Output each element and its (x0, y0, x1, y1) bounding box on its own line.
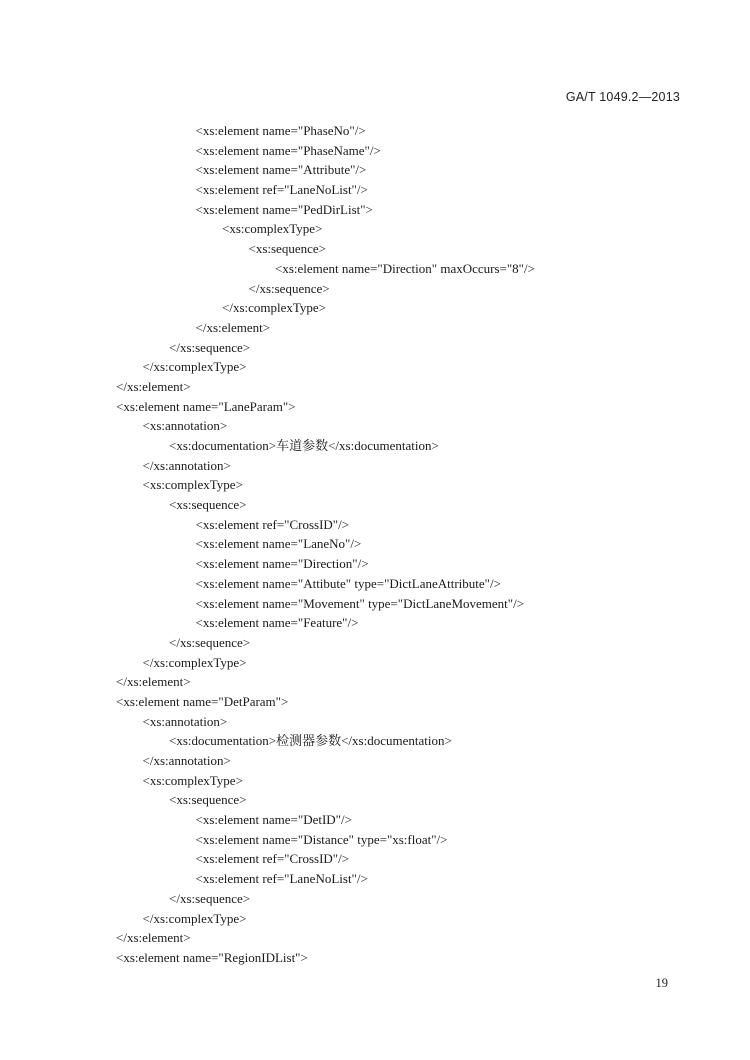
code-line: <xs:annotation> (142, 713, 228, 729)
code-line: <xs:complexType> (222, 221, 323, 237)
code-line: </xs:element> (116, 378, 191, 394)
code-line: <xs:element ref="LaneNoList"/> (195, 182, 368, 198)
code-line: <xs:element name="Attibute" type="DictLaneAttribute"/> (195, 575, 501, 591)
code-line: <xs:element name="DetID"/> (195, 812, 352, 828)
code-line: </xs:sequence> (248, 280, 330, 296)
xml-schema-code-block (116, 121, 535, 968)
code-line: <xs:complexType> (142, 477, 243, 493)
code-line: <xs:element name="Distance" type="xs:float"/> (195, 831, 448, 847)
code-line: </xs:element> (195, 319, 271, 335)
code-line: <xs:element ref="LaneNoList"/> (195, 871, 368, 887)
code-line: </xs:complexType> (142, 359, 247, 375)
code-line: <xs:element name="Attribute"/> (195, 162, 367, 178)
code-line: </xs:element> (116, 930, 191, 946)
code-line: </xs:complexType> (142, 910, 247, 926)
code-line: <xs:element ref="CrossID"/> (195, 516, 350, 532)
code-line: <xs:sequence> (248, 241, 326, 257)
code-line: <xs:element name="PhaseNo"/> (195, 123, 366, 138)
code-line: <xs:sequence> (169, 792, 247, 808)
code-line: </xs:sequence> (169, 890, 251, 906)
code-line: </xs:sequence> (169, 339, 251, 355)
code-line: </xs:annotation> (142, 753, 231, 768)
page-number: 19 (655, 976, 668, 990)
code-line: <xs:element name="LaneNo"/> (195, 536, 362, 552)
code-line: </xs:annotation> (142, 457, 231, 473)
code-line: <xs:annotation> (142, 418, 228, 434)
code-line: </xs:element> (116, 674, 191, 690)
code-line: <xs:sequence> (169, 497, 247, 513)
code-line: <xs:element name="Direction" maxOccurs="8"/> (275, 260, 535, 276)
code-line: <xs:documentation>车道参数</xs:documentation> (169, 438, 439, 453)
code-line: <xs:documentation>检测器参数</xs:documentation> (169, 733, 452, 749)
code-line: </xs:sequence> (169, 634, 251, 650)
code-line: <xs:element ref="CrossID"/> (195, 851, 350, 867)
code-line: </xs:complexType> (142, 654, 247, 670)
code-line: <xs:element name="PhaseName"/> (195, 142, 381, 158)
code-line: <xs:element name="LaneParam"> (116, 398, 296, 414)
code-line: <xs:element name="Feature"/> (195, 615, 359, 631)
code-line: <xs:element name="DetParam"> (116, 693, 289, 709)
code-line: </xs:complexType> (222, 300, 327, 316)
page-header-standard-id: GA/T 1049.2—2013 (565, 90, 680, 104)
code-line: <xs:element name="PedDirList"> (195, 201, 373, 217)
code-line: <xs:complexType> (142, 772, 243, 788)
code-line: <xs:element name="RegionIDList"> (116, 949, 308, 965)
code-line: <xs:element name="Direction"/> (195, 556, 369, 572)
code-line: <xs:element name="Movement" type="DictLaneMovement"/> (195, 595, 525, 611)
